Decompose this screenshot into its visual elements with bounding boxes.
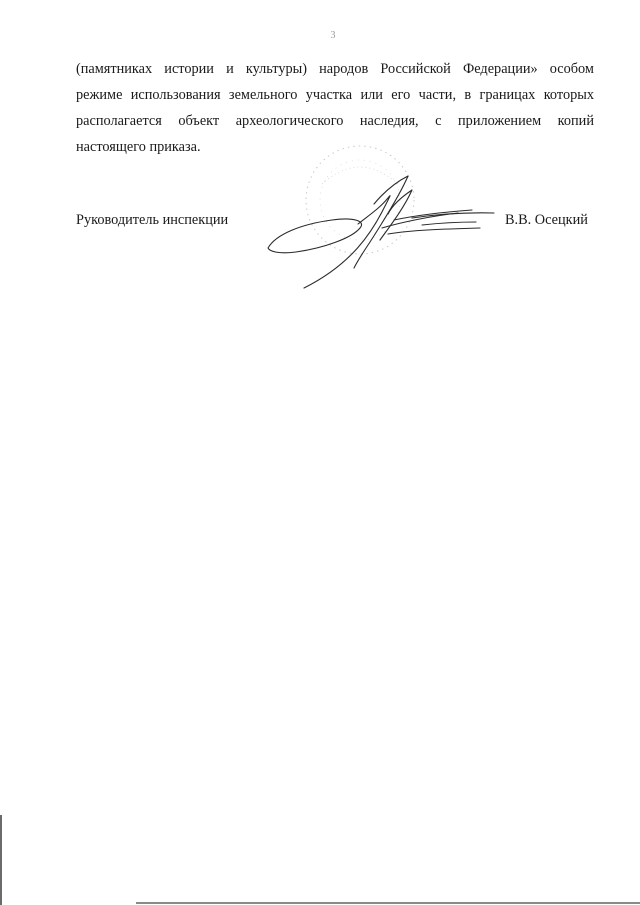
- paragraph-line: настоящего приказа.: [76, 139, 201, 155]
- signer-name: В.В. Осецкий: [505, 212, 588, 228]
- handwritten-signature: [262, 168, 502, 292]
- scan-edge-left: [0, 815, 2, 905]
- paragraph-line: располагается объект археологического наследия, с приложением копий: [76, 113, 594, 129]
- signer-title: Руководитель инспекции: [76, 212, 229, 228]
- page-number: 3: [330, 30, 336, 41]
- paragraph-line: режиме использования земельного участка или его части, в границах которых: [76, 87, 594, 103]
- scan-edge-bottom: [136, 902, 640, 904]
- paragraph-line: (памятниках истории и культуры) народов Российской Федерации» особом: [76, 61, 594, 77]
